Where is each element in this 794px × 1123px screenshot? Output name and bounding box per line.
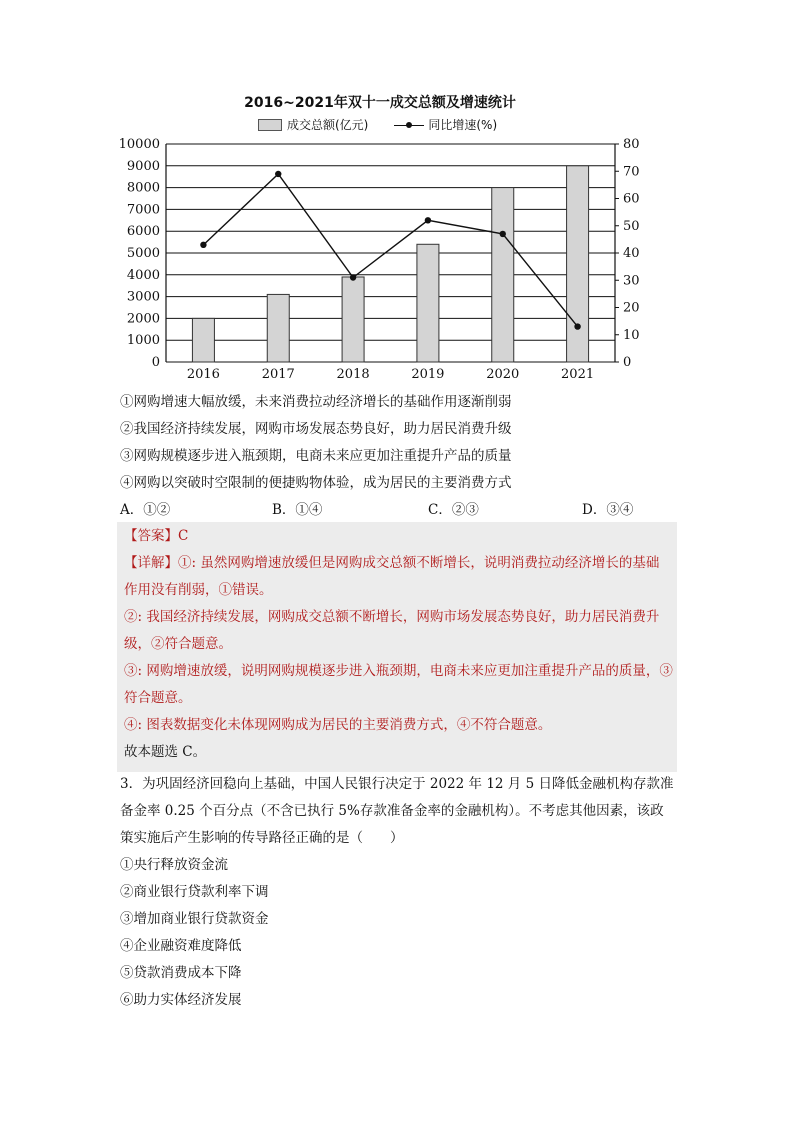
detail-line-3: ②: 我国经济持续发展，网购成交总额不断增长，网购市场发展态势良好，助力居民消费升 <box>124 609 660 625</box>
x-tick-label: 2016 <box>186 367 220 382</box>
detail-line-2: 作用没有削弱，①错误。 <box>124 582 273 598</box>
y-tick-label: 4000 <box>126 267 160 283</box>
growth-point <box>425 217 431 223</box>
bar <box>192 318 214 362</box>
y2-tick-label: 10 <box>623 327 640 343</box>
choice-a[interactable]: A．①② <box>120 502 171 518</box>
option-2: ②我国经济持续发展，网购市场发展态势良好，助力居民消费升级 <box>120 421 512 437</box>
legend-bar-swatch <box>258 119 282 131</box>
detail-line-6: 符合题意。 <box>124 690 192 706</box>
q3-item-2: ②商业银行贷款利率下调 <box>120 884 269 900</box>
answer-line <box>124 526 676 546</box>
growth-point <box>275 171 281 177</box>
x-tick-label: 2018 <box>336 367 370 382</box>
chart-legend <box>258 116 497 133</box>
y2-tick-label: 20 <box>623 300 640 316</box>
detail-line-1 <box>124 553 676 573</box>
growth-point <box>500 231 506 237</box>
bar <box>342 277 364 362</box>
growth-line <box>203 174 577 327</box>
x-tick-label: 2021 <box>561 367 595 382</box>
y-tick-label: 0 <box>151 355 160 370</box>
y-tick-label: 3000 <box>126 289 160 305</box>
option-1: ①网购增速大幅放缓，未来消费拉动经济增长的基础作用逐渐削弱 <box>120 394 512 410</box>
y-tick-label: 8000 <box>126 180 160 196</box>
y-tick-label: 2000 <box>126 311 160 327</box>
option-3: ③网购规模逐步进入瓶颈期，电商未来应更加注重提升产品的质量 <box>120 448 512 464</box>
q3-item-6: ⑥助力实体经济发展 <box>120 992 242 1008</box>
answer-value: C <box>178 528 189 544</box>
growth-point <box>350 274 356 280</box>
conclusion: 故本题选 C。 <box>124 744 207 760</box>
y-tick-label: 10000 <box>118 137 160 152</box>
legend-line-swatch <box>394 120 424 130</box>
growth-point <box>200 242 206 248</box>
detail-line-5: ③: 网购增速放缓，说明网购规模逐步进入瓶颈期，电商未来应更加注重提升产品的质量，③ <box>124 663 673 679</box>
q3-item-5: ⑤贷款消费成本下降 <box>120 965 242 981</box>
y-tick-label: 7000 <box>126 202 160 218</box>
x-tick-label: 2019 <box>411 367 445 382</box>
q3-stem-1: 3．为巩固经济回稳向上基础，中国人民银行决定于 2022 年 12 月 5 日降低金融机构存款准 <box>120 776 674 792</box>
legend-line-label: 同比增速(%) <box>428 118 498 132</box>
y2-tick-label: 70 <box>623 164 640 180</box>
q3-item-4: ④企业融资难度降低 <box>120 938 242 954</box>
detail-line-4: 级，②符合题意。 <box>124 636 232 652</box>
choice-d[interactable]: D．③④ <box>582 502 634 518</box>
legend-bar-label: 成交总额(亿元) <box>287 118 369 132</box>
q3-stem-2: 备金率 0.25 个百分点（不含已执行 5%存款准备金率的金融机构）。不考虑其他因素，该政 <box>120 803 664 819</box>
bar <box>492 188 514 362</box>
y2-tick-label: 40 <box>623 246 640 261</box>
q3-stem-3: 策实施后产生影响的传导路径正确的是（ ） <box>120 830 404 846</box>
growth-point <box>574 323 580 329</box>
y-tick-label: 5000 <box>126 246 160 261</box>
chart-plot <box>110 136 650 382</box>
y2-tick-label: 80 <box>623 137 640 152</box>
q3-item-3: ③增加商业银行贷款资金 <box>120 911 269 927</box>
y2-tick-label: 0 <box>623 355 632 370</box>
y-tick-label: 1000 <box>126 333 160 349</box>
y2-tick-label: 50 <box>623 218 640 234</box>
y2-tick-label: 30 <box>623 273 640 289</box>
y-tick-label: 6000 <box>126 224 160 240</box>
chart-title: 2016~2021年双十一成交总额及增速统计 <box>244 95 516 111</box>
detail-line-7: ④: 图表数据变化未体现网购成为居民的主要消费方式，④不符合题意。 <box>124 717 552 733</box>
x-tick-label: 2017 <box>261 367 295 382</box>
detail-text-1: ①: 虽然网购增速放缓但是网购成交总额不断增长，说明消费拉动经济增长的基础 <box>178 555 660 571</box>
bar <box>417 244 439 362</box>
choice-b[interactable]: B．①④ <box>272 502 323 518</box>
y2-tick-label: 60 <box>623 191 640 207</box>
x-tick-label: 2020 <box>486 367 520 382</box>
chart <box>110 92 650 384</box>
y-tick-label: 9000 <box>126 158 160 174</box>
choice-c[interactable]: C．②③ <box>428 502 479 518</box>
answer-label: 【答案】 <box>124 528 178 544</box>
option-4: ④网购以突破时空限制的便捷购物体验，成为居民的主要消费方式 <box>120 475 512 491</box>
q3-item-1: ①央行释放资金流 <box>120 857 228 873</box>
detail-label: 【详解】 <box>124 555 178 571</box>
bar <box>567 166 589 362</box>
bar <box>267 294 289 362</box>
